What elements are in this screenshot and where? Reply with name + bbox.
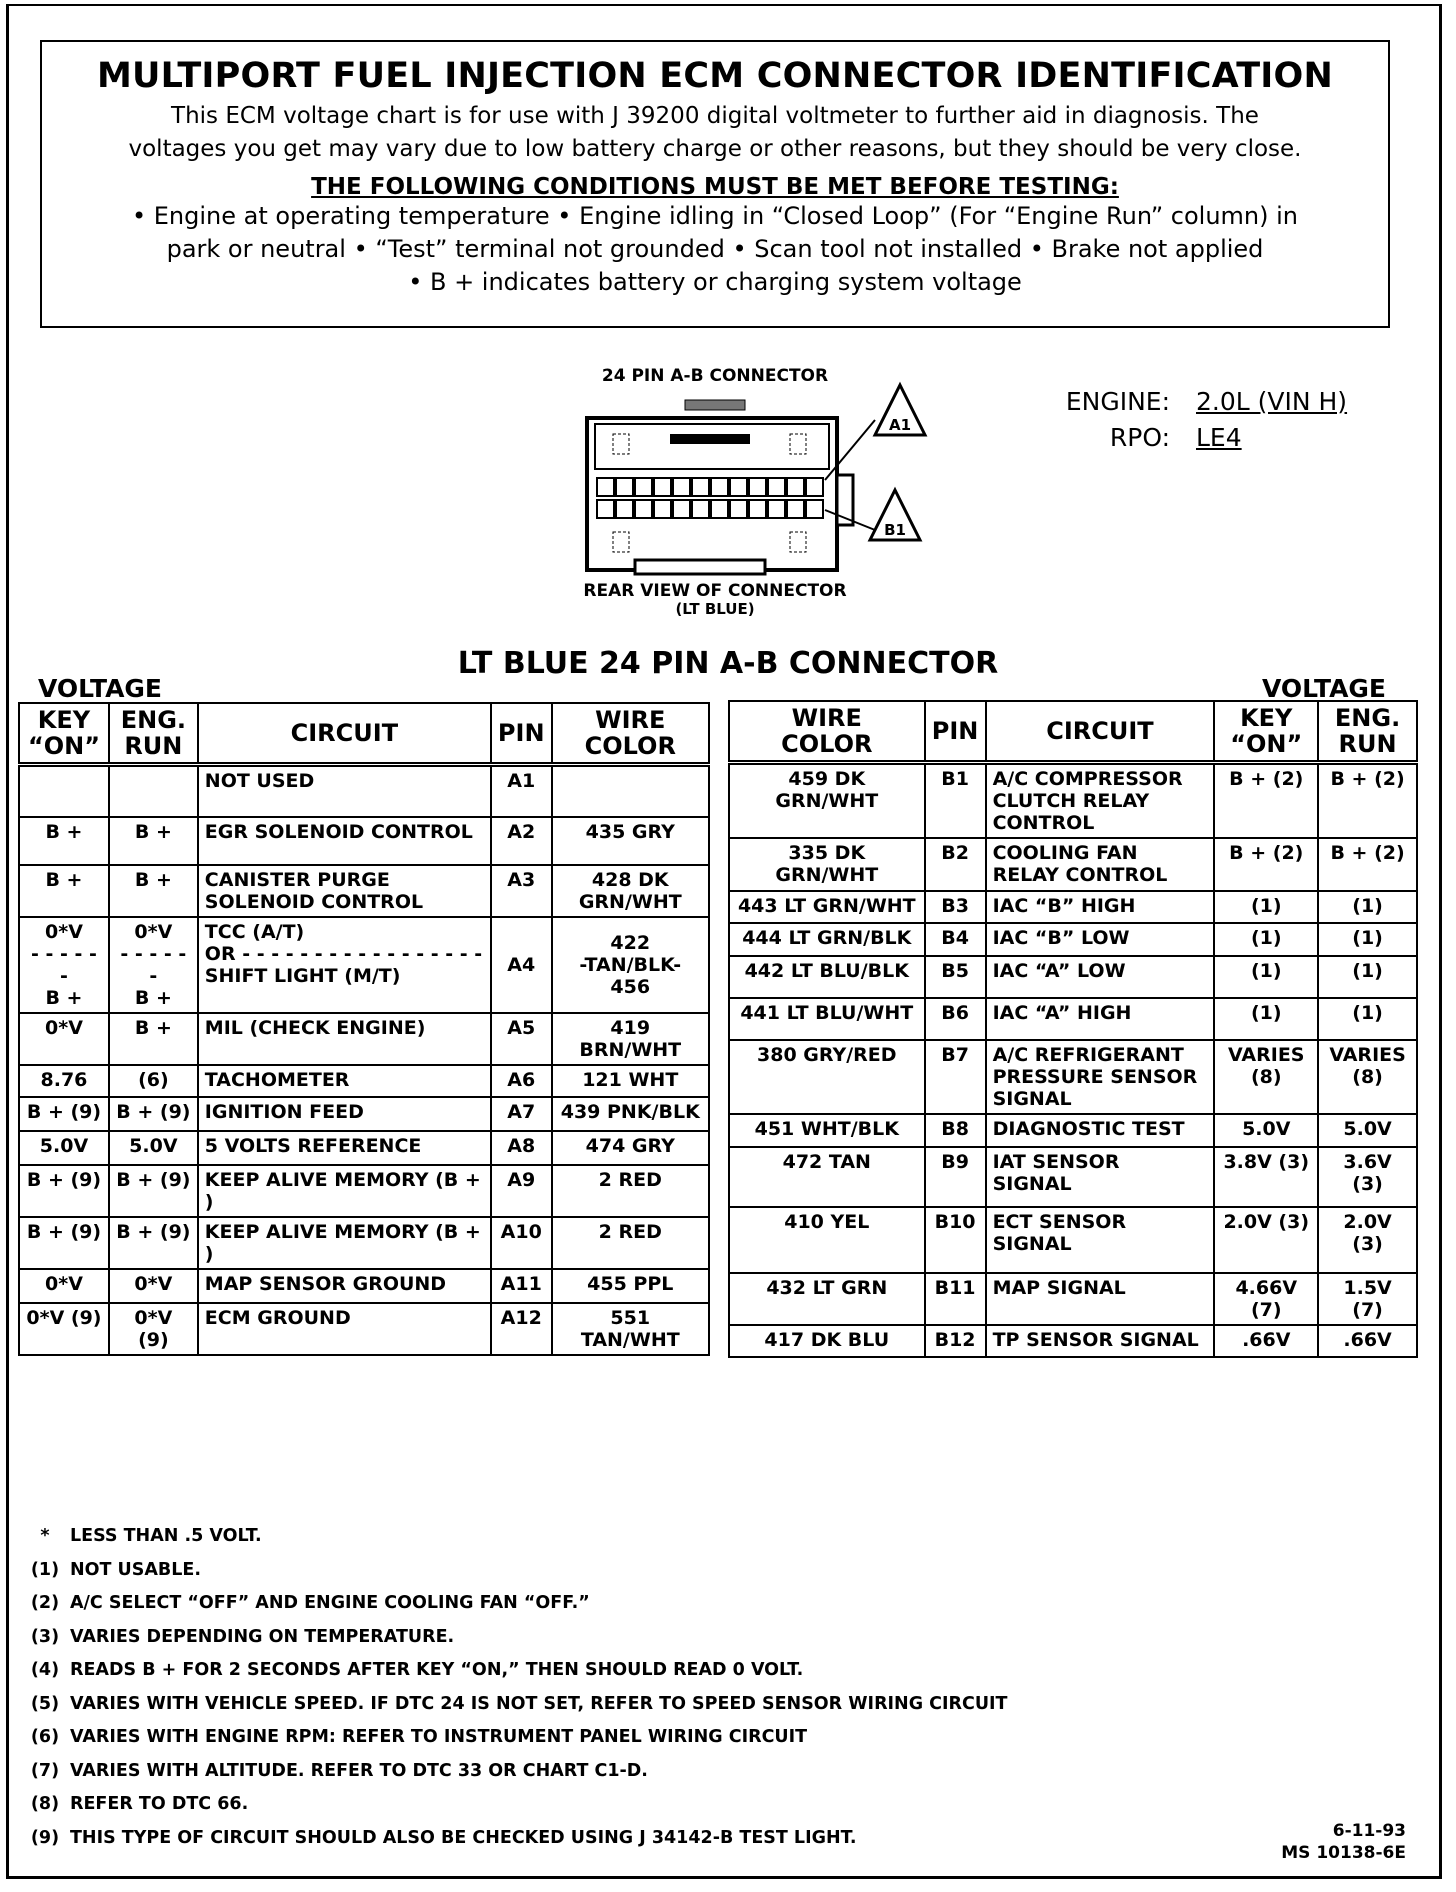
footnote-text: READS B + FOR 2 SECONDS AFTER KEY “ON,” THEN SHOULD READ 0 VOLT.	[70, 1660, 804, 1680]
cell-circuit: MAP SIGNAL	[986, 1273, 1215, 1325]
conditions-line: park or neutral • “Test” terminal not grounded • Scan tool not installed • Brake not applied	[166, 235, 1264, 263]
cell-eng-run: B + (2)	[1318, 838, 1417, 891]
cell-eng-run: (1)	[1318, 923, 1417, 956]
cell-circuit: KEEP ALIVE MEMORY (B + )	[198, 1165, 491, 1217]
footnote	[20, 1694, 1008, 1728]
table-row	[19, 1065, 709, 1097]
connector-pin-cavity	[597, 478, 614, 496]
table-row	[729, 956, 1417, 998]
cell-eng-run: (6)	[109, 1065, 198, 1097]
connector-pin-cavity	[730, 500, 747, 518]
column-header: ENG. RUN	[109, 703, 198, 765]
cell-eng-run: B +	[109, 865, 198, 917]
marker-b1: B1	[884, 521, 906, 539]
cell-eng-run: B +	[109, 817, 198, 865]
cell-circuit: EGR SOLENOID CONTROL	[198, 817, 491, 865]
header-box	[40, 40, 1390, 328]
conditions-list	[42, 200, 1388, 299]
footnote-key: (1)	[30, 1559, 60, 1580]
cell-key-on: 5.0V	[1214, 1114, 1318, 1147]
connector-pin-cavity	[597, 500, 614, 518]
cell-key-on: B + (9)	[19, 1097, 109, 1131]
footnote	[20, 1560, 1008, 1594]
table-row	[729, 1207, 1417, 1273]
connector-top-label: 24 PIN A-B CONNECTOR	[601, 366, 829, 386]
connector-pin-cavity	[654, 500, 671, 518]
cell-circuit: ECM GROUND	[198, 1303, 491, 1355]
engine-label: ENGINE:	[1065, 387, 1170, 416]
table-row	[729, 1273, 1417, 1325]
cell-eng-run: 0*V	[109, 1269, 198, 1303]
cell-wire: 444 LT GRN/BLK	[729, 923, 925, 956]
column-header: CIRCUIT	[198, 703, 491, 765]
table-row	[729, 923, 1417, 956]
a-pin-table	[18, 702, 710, 1356]
footnote-key: (7)	[30, 1760, 60, 1781]
footnotes	[20, 1526, 1008, 1861]
cell-wire: 335 DK GRN/WHT	[729, 838, 925, 891]
footnote	[20, 1727, 1008, 1761]
table-row	[19, 1131, 709, 1165]
cell-key-on: VARIES (8)	[1214, 1040, 1318, 1114]
cell-eng-run: (1)	[1318, 891, 1417, 923]
footnote-key: (6)	[30, 1727, 60, 1747]
cell-circuit: MIL (CHECK ENGINE)	[198, 1013, 491, 1065]
column-header: KEY “ON”	[19, 703, 109, 765]
cell-eng-run: 0*V (9)	[109, 1303, 198, 1355]
connector-pin-cavity	[673, 478, 690, 496]
footnote-key: (4)	[30, 1660, 60, 1680]
cell-pin: B4	[925, 923, 986, 956]
cell-wire	[552, 765, 709, 817]
cell-key-on: 4.66V (7)	[1214, 1273, 1318, 1325]
cell-eng-run: 1.5V (7)	[1318, 1273, 1417, 1325]
cell-pin: B2	[925, 838, 986, 891]
cell-circuit: DIAGNOSTIC TEST	[986, 1114, 1215, 1147]
b-pin-table	[728, 700, 1418, 1358]
cell-eng-run: B + (9)	[109, 1217, 198, 1269]
cell-circuit: ECT SENSOR SIGNAL	[986, 1207, 1215, 1273]
cell-key-on: (1)	[1214, 891, 1318, 923]
table-row	[19, 865, 709, 917]
cell-pin: A8	[491, 1131, 552, 1165]
footnote	[20, 1526, 1008, 1560]
cell-key-on: B +	[19, 865, 109, 917]
table-row	[19, 817, 709, 865]
column-header: KEY “ON”	[1214, 701, 1318, 763]
conditions-line: • B + indicates battery or charging system voltage	[408, 268, 1022, 296]
cell-pin: B1	[925, 763, 986, 839]
footnote-key: (8)	[30, 1794, 60, 1814]
table-row	[19, 1217, 709, 1269]
cell-eng-run: 5.0V	[109, 1131, 198, 1165]
table-row	[729, 763, 1417, 839]
connector-pin-cavity	[787, 478, 804, 496]
footnote-key: (3)	[30, 1626, 60, 1647]
connector-pin-cavity	[654, 478, 671, 496]
intro-line: voltages you get may vary due to low battery charge or other reasons, but they should be very close.	[128, 136, 1302, 162]
connector-bottom-label: REAR VIEW OF CONNECTOR	[583, 581, 847, 601]
cell-circuit: TP SENSOR SIGNAL	[986, 1325, 1215, 1357]
cell-pin: A3	[491, 865, 552, 917]
footnote-text: REFER TO DTC 66.	[70, 1794, 249, 1814]
cell-key-on: 5.0V	[19, 1131, 109, 1165]
cell-pin: B7	[925, 1040, 986, 1114]
cell-eng-run: 3.6V (3)	[1318, 1147, 1417, 1207]
column-header: CIRCUIT	[986, 701, 1215, 763]
cell-key-on: 0*V	[19, 1269, 109, 1303]
cell-circuit: IAT SENSOR SIGNAL	[986, 1147, 1215, 1207]
conditions-heading: THE FOLLOWING CONDITIONS MUST BE MET BEFORE TESTING:	[311, 174, 1119, 200]
cell-pin: A9	[491, 1165, 552, 1217]
table-row	[729, 1147, 1417, 1207]
cell-wire: 439 PNK/BLK	[552, 1097, 709, 1131]
document-number: MS 10138-6E	[1281, 1843, 1406, 1863]
cell-key-on: 0*V (9)	[19, 1303, 109, 1355]
cell-pin: A10	[491, 1217, 552, 1269]
cell-circuit: NOT USED	[198, 765, 491, 817]
connector-color-label: (LT BLUE)	[675, 600, 755, 618]
cell-wire: 451 WHT/BLK	[729, 1114, 925, 1147]
table-row	[19, 1097, 709, 1131]
cell-circuit: TCC (A/T) OR - - - - - - - - - - - - - - - - - SHIFT LIGHT (M/T)	[198, 917, 491, 1013]
engine-value: 2.0L (VIN H)	[1196, 387, 1348, 416]
cell-wire: 410 YEL	[729, 1207, 925, 1273]
column-header: WIRE COLOR	[729, 701, 925, 763]
cell-pin: A6	[491, 1065, 552, 1097]
cell-circuit: CANISTER PURGE SOLENOID CONTROL	[198, 865, 491, 917]
cell-key-on: .66V	[1214, 1325, 1318, 1357]
connector-pin-cavity	[692, 478, 709, 496]
connector-pin-cavity	[673, 500, 690, 518]
column-header: ENG. RUN	[1318, 701, 1417, 763]
intro-line: This ECM voltage chart is for use with J 39200 digital voltmeter to further aid in diagnosis. The	[171, 103, 1259, 129]
connector-pin-cavity	[616, 478, 633, 496]
cell-circuit: A/C REFRIGERANT PRESSURE SENSOR SIGNAL	[986, 1040, 1215, 1114]
cell-pin: B10	[925, 1207, 986, 1273]
connector-pin-cavity	[635, 500, 652, 518]
connector-pin-cavity	[749, 500, 766, 518]
table-row	[19, 765, 709, 817]
cell-pin: A4	[491, 917, 552, 1013]
cell-wire: 441 LT BLU/WHT	[729, 998, 925, 1040]
cell-key-on: 0*V	[19, 1013, 109, 1065]
cell-circuit: IGNITION FEED	[198, 1097, 491, 1131]
cell-circuit: 5 VOLTS REFERENCE	[198, 1131, 491, 1165]
cell-wire: 442 LT BLU/BLK	[729, 956, 925, 998]
cell-key-on: 3.8V (3)	[1214, 1147, 1318, 1207]
cell-pin: A2	[491, 817, 552, 865]
cell-wire: 459 DK GRN/WHT	[729, 763, 925, 839]
footnote-text: VARIES WITH ALTITUDE. REFER TO DTC 33 OR CHART C1-D.	[70, 1760, 648, 1781]
footnote-text: VARIES DEPENDING ON TEMPERATURE.	[70, 1626, 455, 1647]
cell-circuit: IAC “B” LOW	[986, 923, 1215, 956]
connector-pin-cavity	[806, 500, 823, 518]
column-header: PIN	[925, 701, 986, 763]
rpo-value: LE4	[1196, 423, 1242, 452]
cell-circuit: IAC “A” LOW	[986, 956, 1215, 998]
cell-key-on: 8.76	[19, 1065, 109, 1097]
table-row	[19, 1013, 709, 1065]
cell-pin: B3	[925, 891, 986, 923]
cell-wire: 551 TAN/WHT	[552, 1303, 709, 1355]
cell-eng-run: B + (9)	[109, 1097, 198, 1131]
cell-pin: A11	[491, 1269, 552, 1303]
connector-pin-cavity	[806, 478, 823, 496]
table-row	[729, 838, 1417, 891]
cell-pin: B9	[925, 1147, 986, 1207]
cell-pin: A12	[491, 1303, 552, 1355]
footnote-text: VARIES WITH VEHICLE SPEED. IF DTC 24 IS NOT SET, REFER TO SPEED SENSOR WIRING CIRCUIT	[70, 1693, 1008, 1714]
cell-wire: 2 RED	[552, 1217, 709, 1269]
cell-pin: A5	[491, 1013, 552, 1065]
footnote	[20, 1761, 1008, 1795]
cell-circuit: IAC “B” HIGH	[986, 891, 1215, 923]
intro-text	[42, 100, 1388, 166]
cell-key-on: 0*V - - - - - - B +	[19, 917, 109, 1013]
cell-eng-run	[109, 765, 198, 817]
footnote-text: LESS THAN .5 VOLT.	[70, 1526, 262, 1546]
cell-key-on: (1)	[1214, 998, 1318, 1040]
cell-key-on: B + (9)	[19, 1217, 109, 1269]
footnote-key: (2)	[30, 1593, 60, 1613]
table-row	[19, 1269, 709, 1303]
cell-pin: A1	[491, 765, 552, 817]
cell-circuit: COOLING FAN RELAY CONTROL	[986, 838, 1215, 891]
footnote-key: (9)	[30, 1827, 60, 1848]
cell-key-on: B +	[19, 817, 109, 865]
cell-pin: A7	[491, 1097, 552, 1131]
cell-eng-run: .66V	[1318, 1325, 1417, 1357]
cell-wire: 443 LT GRN/WHT	[729, 891, 925, 923]
page-title: MULTIPORT FUEL INJECTION ECM CONNECTOR IDENTIFICATION	[97, 56, 1333, 96]
cell-wire: 422 -TAN/BLK- 456	[552, 917, 709, 1013]
cell-wire: 121 WHT	[552, 1065, 709, 1097]
table-row	[729, 891, 1417, 923]
cell-wire: 417 DK BLU	[729, 1325, 925, 1357]
footnote-text: A/C SELECT “OFF” AND ENGINE COOLING FAN “OFF.”	[70, 1593, 590, 1613]
connector-diagram	[575, 360, 1005, 630]
footnote-text: NOT USABLE.	[70, 1559, 202, 1580]
connector-pin-cavity	[768, 500, 785, 518]
connector-pin-cavity	[692, 500, 709, 518]
column-header: PIN	[491, 703, 552, 765]
cell-eng-run: B + (9)	[109, 1165, 198, 1217]
connector-pin-cavity	[730, 478, 747, 496]
cell-circuit: MAP SENSOR GROUND	[198, 1269, 491, 1303]
cell-circuit: A/C COMPRESSOR CLUTCH RELAY CONTROL	[986, 763, 1215, 839]
cell-pin: B8	[925, 1114, 986, 1147]
table-row	[19, 917, 709, 1013]
cell-wire: 472 TAN	[729, 1147, 925, 1207]
cell-wire: 2 RED	[552, 1165, 709, 1217]
cell-wire: 435 GRY	[552, 817, 709, 865]
footnote-text: THIS TYPE OF CIRCUIT SHOULD ALSO BE CHECKED USING J 34142-B TEST LIGHT.	[70, 1827, 857, 1848]
cell-circuit: KEEP ALIVE MEMORY (B + )	[198, 1217, 491, 1269]
connector-pin-cavity	[616, 500, 633, 518]
footnote	[20, 1593, 1008, 1627]
connector-pin-cavity	[635, 478, 652, 496]
voltage-label-right: VOLTAGE	[1262, 674, 1387, 703]
table-row	[729, 1114, 1417, 1147]
cell-eng-run: (1)	[1318, 956, 1417, 998]
footnote-text: VARIES WITH ENGINE RPM: REFER TO INSTRUMENT PANEL WIRING CIRCUIT	[70, 1727, 808, 1747]
date: 6-11-93	[1332, 1821, 1406, 1841]
column-header: WIRE COLOR	[552, 703, 709, 765]
cell-key-on: (1)	[1214, 956, 1318, 998]
footnote-key: *	[40, 1526, 50, 1546]
cell-eng-run: VARIES (8)	[1318, 1040, 1417, 1114]
cell-circuit: IAC “A” HIGH	[986, 998, 1215, 1040]
cell-eng-run: (1)	[1318, 998, 1417, 1040]
document-stamp	[1281, 1820, 1406, 1864]
footnote	[20, 1627, 1008, 1661]
conditions-line: • Engine at operating temperature • Engine idling in “Closed Loop” (For “Engine Run” column) in	[131, 202, 1299, 230]
table-title: LT BLUE 24 PIN A-B CONNECTOR	[457, 646, 999, 681]
voltage-label-left: VOLTAGE	[38, 674, 163, 703]
table-row	[19, 1165, 709, 1217]
table-row	[729, 1325, 1417, 1357]
cell-eng-run: 5.0V	[1318, 1114, 1417, 1147]
cell-circuit: TACHOMETER	[198, 1065, 491, 1097]
connector-pin-cavity	[768, 478, 785, 496]
cell-key-on	[19, 765, 109, 817]
footnote	[20, 1794, 1008, 1828]
footnote	[20, 1660, 1008, 1694]
cell-eng-run: 2.0V (3)	[1318, 1207, 1417, 1273]
cell-pin: B11	[925, 1273, 986, 1325]
marker-a1: A1	[888, 416, 912, 434]
cell-wire: 380 GRY/RED	[729, 1040, 925, 1114]
cell-key-on: 2.0V (3)	[1214, 1207, 1318, 1273]
table-row	[729, 998, 1417, 1040]
cell-wire: 455 PPL	[552, 1269, 709, 1303]
cell-eng-run: B +	[109, 1013, 198, 1065]
connector-pin-cavity	[711, 478, 728, 496]
connector-pin-cavity	[749, 478, 766, 496]
cell-wire: 432 LT GRN	[729, 1273, 925, 1325]
rpo-label: RPO:	[1109, 423, 1170, 452]
cell-pin: B6	[925, 998, 986, 1040]
connector-pin-cavity	[787, 500, 804, 518]
cell-pin: B5	[925, 956, 986, 998]
cell-wire: 419 BRN/WHT	[552, 1013, 709, 1065]
footnote-key: (5)	[30, 1693, 60, 1714]
engine-info	[1060, 384, 1347, 456]
cell-key-on: B + (2)	[1214, 838, 1318, 891]
cell-wire: 474 GRY	[552, 1131, 709, 1165]
cell-key-on: B + (9)	[19, 1165, 109, 1217]
cell-eng-run: 0*V - - - - - - B +	[109, 917, 198, 1013]
cell-key-on: B + (2)	[1214, 763, 1318, 839]
cell-wire: 428 DK GRN/WHT	[552, 865, 709, 917]
table-row	[729, 1040, 1417, 1114]
footnote	[20, 1828, 1008, 1862]
cell-key-on: (1)	[1214, 923, 1318, 956]
cell-pin: B12	[925, 1325, 986, 1357]
table-row	[19, 1303, 709, 1355]
cell-eng-run: B + (2)	[1318, 763, 1417, 839]
connector-pin-cavity	[711, 500, 728, 518]
